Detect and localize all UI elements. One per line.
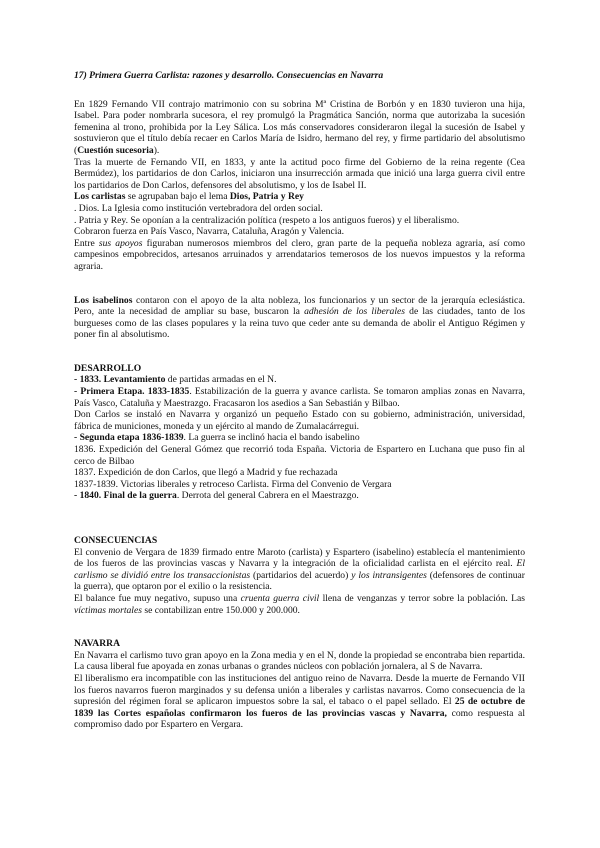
desarrollo-line-4 xyxy=(74,432,525,444)
consecuencias-p1-mid: (partidarios del acuerdo) xyxy=(250,569,352,581)
intro-paragraph-1 xyxy=(74,99,525,157)
navarra-p2-bold: 25 de octubre de 1839 las Cortes españolas confirmaron los fueros de las provincias vascas y Navarra, xyxy=(74,696,525,719)
consecuencias-p2-end: se contabilizan entre 150.000 y 200.000. xyxy=(141,604,300,616)
intro-paragraph-2: Tras la muerte de Fernando VII, en 1833, y ante la actitud poco firme del Gobierno de la reina regente (Cea Bermúdez), los partidarios de don Carlos, iniciaron una insurrección armada que inició una larga guerra civil entre los partidarios de Don Carlos, defensores del absolutismo, y los de Isabel II. xyxy=(74,156,525,191)
consecuencias-heading: CONSECUENCIAS xyxy=(74,535,158,546)
desarrollo-l2-text: . Estabilización de la guerra y avance carlista. Se tomaron amplias zonas en Navarra, País Vasco, Cataluña y Maestrazgo. Fracasaron los asedios a San Sebastián y Bilbao. xyxy=(74,386,525,409)
intro-p1-bold: Cuestión sucesoria xyxy=(77,144,154,156)
desarrollo-l1-text: de partidas armadas en el N. xyxy=(165,374,277,386)
intro-p7-italic: sus apoyos xyxy=(98,237,143,249)
desarrollo-heading: DESARROLLO xyxy=(74,362,142,374)
desarrollo-line-8 xyxy=(74,490,525,502)
consecuencias-p1-italic1: El carlismo se dividió entre los transaccionistas xyxy=(74,558,525,581)
isabelinos-italic: adhesión de los liberales xyxy=(304,306,405,318)
intro-p3-mid: se agrupaban bajo el lema xyxy=(125,191,230,203)
navarra-p2-text: El liberalismo era incompatible con las instituciones del antiguo reino de Navarra. Desde la muerte de Fernando VII los fueros navarros fueron marginados y su defensa unión a liberales y carlistas navarros. Como consecuencia de la supresión del régimen foral se aplicaron impuestos sobre la sal, el tabaco o el papel sellado. El xyxy=(74,672,525,708)
desarrollo-l2-bold: - Primera Etapa. 1833-1835 xyxy=(74,386,190,398)
consecuencias-p2-mid: llena de venganzas y terror sobre la población. Las xyxy=(319,592,525,604)
spacer xyxy=(74,273,525,295)
carlistas-label: Los carlistas xyxy=(74,191,126,203)
consecuencias-p2-italic1: cruenta guerra civil xyxy=(240,592,320,604)
intro-paragraph-5: . Patria y Rey. Se oponían a la centralización política (respeto a los antiguos fueros) y el liberalismo. xyxy=(74,214,460,226)
document-title: 17) Primera Guerra Carlista: razones y desarrollo. Consecuencias en Navarra xyxy=(74,70,384,81)
spacer xyxy=(74,524,525,535)
intro-paragraph-3 xyxy=(74,191,525,203)
consecuencias-p2-italic2: víctimas mortales xyxy=(74,604,142,616)
navarra-paragraph-1: En Navarra el carlismo tuvo gran apoyo en la Zona media y en el N, donde la propiedad se encontraba bien repartida. La causa liberal fue apoyada en zonas urbanas o grandes núcleos con población jornalera, al S de Navarra. xyxy=(74,649,525,673)
spacer xyxy=(74,502,525,524)
desarrollo-line-1 xyxy=(74,374,525,386)
desarrollo-line-3: Don Carlos se instaló en Navarra y organizó un pequeño Estado con su gobierno, administración, universidad, fábrica de municiones, moneda y un ejército al mando de Zumalacárregui. xyxy=(74,409,525,432)
intro-paragraph-7 xyxy=(74,238,525,273)
intro-p1-end: ). xyxy=(153,144,160,156)
intro-p1-text: En 1829 Fernando VII contrajo matrimonio con su sobrina Mª Cristina de Borbón y en 1830 tuvieron una hija, Isabel. Para poder nombrarla sucesora, el rey promulgó la Pragmática Sanción, norma que autorizaba la sucesión femenina al trono, prohibida por la Ley Sálica. Los más conservadores consideraron ilegal la sucesión de Isabel y sostuvieron que el título debía recaer en Carlos María de Isidro, hermano del rey, y firme partidario del absolutismo ( xyxy=(74,98,525,156)
intro-paragraph-6: Cobraron fuerza en País Vasco, Navarra, Cataluña, Aragón y Valencia. xyxy=(74,226,345,238)
desarrollo-line-5: 1836. Expedición del General Gómez que recorrió toda España. Victoria de Espartero en Luchana que puso fin al cerco de Bilbao xyxy=(74,444,525,467)
intro-p7-end: figuraban numerosos miembros del clero, gran parte de la pequeña nobleza agraria, así como campesinos empobrecidos, artesanos arruinados y arrendatarios temerosos de los nuevos impuestos y la reforma agraria. xyxy=(74,237,525,272)
isabelinos-label: Los isabelinos xyxy=(74,294,133,306)
isabelinos-text2: de las ciudades, tanto de los burgueses como de las clases populares y la reina tuvo que ceder ante su demanda de abolir el Antiguo Régimen y poner fin al absolutismo. xyxy=(74,306,525,341)
consecuencias-p1-end: (defensores de continuar la guerra), que optaron por el exilio o la resistencia. xyxy=(74,569,525,593)
desarrollo-l4-text: . La guerra se inclinó hacia el bando isabelino xyxy=(183,432,360,444)
desarrollo-l8-bold: - 1840. Final de la guerra xyxy=(74,490,177,502)
document-page xyxy=(74,70,525,731)
spacer xyxy=(74,341,525,363)
desarrollo-line-6: 1837. Expedición de don Carlos, que llegó a Madrid y fue rechazada xyxy=(74,467,338,479)
consecuencias-p2-start: El balance fue muy negativo, supuso una xyxy=(74,592,241,604)
desarrollo-line-7: 1837-1839. Victorias liberales y retroceso Carlista. Firma del Convenio de Vergara xyxy=(74,478,392,490)
carlistas-motto: Dios, Patria y Rey xyxy=(229,191,304,203)
isabelinos-paragraph xyxy=(74,295,525,341)
navarra-heading: NAVARRA xyxy=(74,638,121,650)
consecuencias-paragraph-2 xyxy=(74,593,525,616)
spacer xyxy=(74,616,525,638)
intro-paragraph-4: . Dios. La Iglesia como institución vertebradora del orden social. xyxy=(74,202,323,214)
consecuencias-paragraph-1 xyxy=(74,547,525,593)
desarrollo-l1-bold: - 1833. Levantamiento xyxy=(74,374,166,386)
navarra-paragraph-2 xyxy=(74,673,525,731)
isabelinos-text1: contaron con el apoyo de la alta nobleza, los funcionarios y un sector de la jerarquía eclesiástica. Pero, ante la necesidad de ampliar su base, buscaron la xyxy=(74,294,525,318)
desarrollo-l8-text: . Derrota del general Cabrera en el Maestrazgo. xyxy=(176,490,359,502)
desarrollo-l4-bold: - Segunda etapa 1836-1839 xyxy=(74,432,184,444)
consecuencias-p1-text: El convenio de Vergara de 1839 firmado entre Maroto (carlista) y Espartero (isabelino) establecía el mantenimiento de los fueros de las provincias vascas y Navarra y la integración de la oficialidad carlista en el ejército real. xyxy=(74,546,525,570)
intro-p7-start: Entre xyxy=(74,237,99,249)
desarrollo-line-2 xyxy=(74,386,525,409)
navarra-p2-end: como respuesta al compromiso dado por Espartero en Vergara. xyxy=(74,707,525,731)
consecuencias-p1-italic2: y los intransigentes xyxy=(351,569,427,581)
